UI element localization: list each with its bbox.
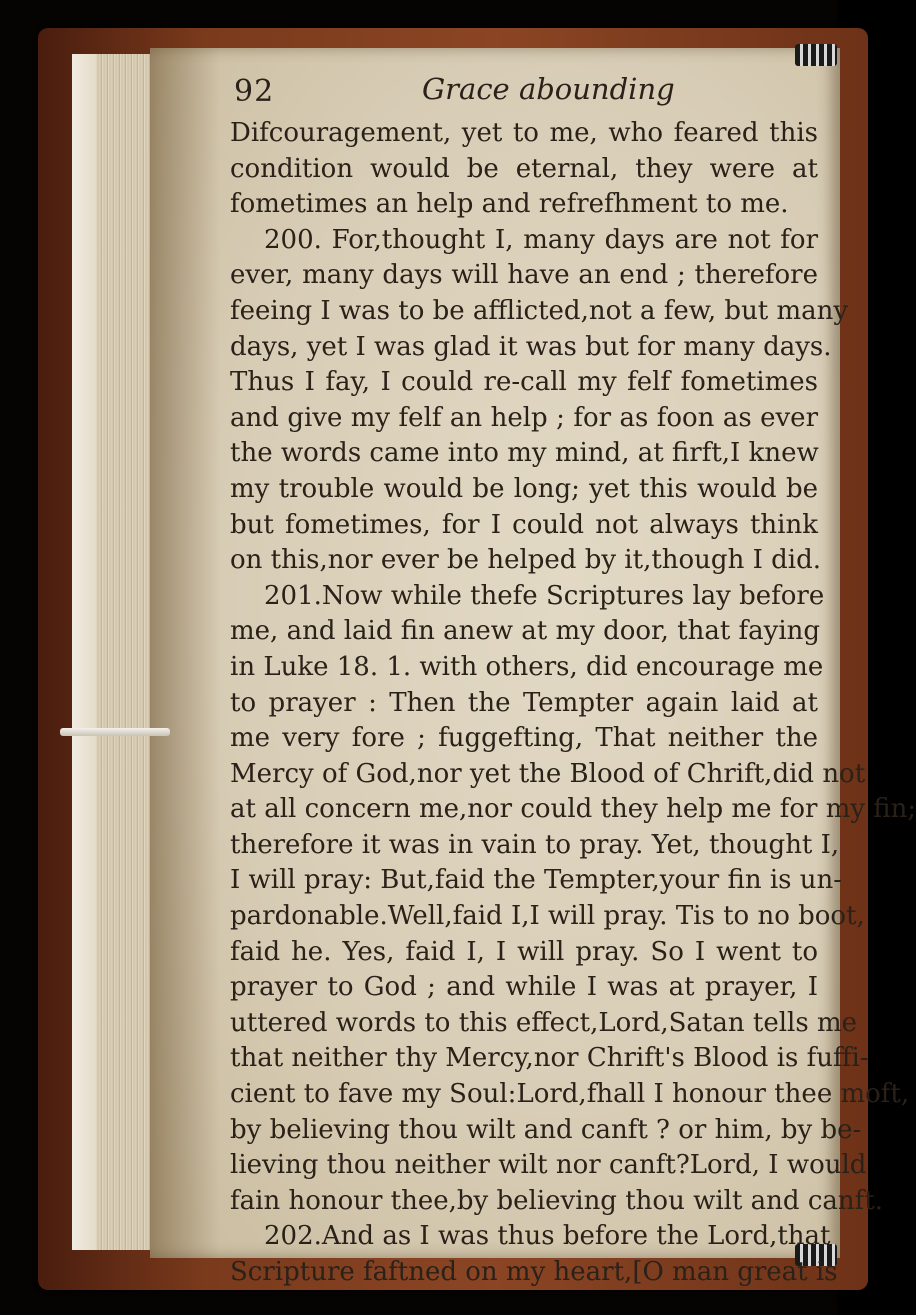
text-line: therefore it was in vain to pray. Yet, thought I,	[230, 829, 840, 860]
text-line: the words came into my mind, at firft,I knew	[230, 438, 819, 469]
text-line: pardonable.Well,faid I,I will pray. Tis to no boot,	[230, 901, 865, 932]
text-line: and give my felf an help ; for as foon as ever	[230, 402, 818, 433]
text-line: in Luke 18. 1. with others, did encourage me	[230, 651, 824, 682]
text-line: ever, many days will have an end ; therefore	[230, 260, 818, 291]
text-line: 202.And as I was thus before the Lord,that	[264, 1221, 831, 1252]
text-line: at all concern me,nor could they help me for my fin;	[230, 794, 916, 825]
text-line: to prayer : Then the Tempter again laid at	[230, 687, 818, 718]
text-line: by believing thou wilt and canft ? or him, by be-	[230, 1114, 862, 1145]
text-line: condition would be eternal, they were at	[230, 153, 818, 184]
text-line: fometimes an help and refrefhment to me.	[230, 189, 789, 220]
gutter-shadow	[150, 48, 220, 1258]
text-line: feeing I was to be afflicted,not a few, but many	[230, 295, 849, 326]
text-line: lieving thou neither wilt nor canft?Lord, I would	[230, 1150, 867, 1181]
text-line: Thus I fay, I could re-call my felf fometimes	[230, 367, 818, 398]
text-line: Mercy of God,nor yet the Blood of Chrift,did not	[230, 758, 866, 789]
text-line: faid he. Yes, faid I, I will pray. So I went to	[230, 936, 818, 967]
text-line: Difcouragement, yet to me, who feared this	[230, 118, 818, 148]
clasp-top	[795, 44, 837, 66]
text-line: that neither thy Mercy,nor Chrift's Blood is fuffi-	[230, 1043, 869, 1074]
text-line: on this,nor ever be helped by it,though I did.	[230, 545, 821, 576]
text-line: I will pray: But,faid the Tempter,your fin is un-	[230, 865, 843, 896]
text-lines	[230, 116, 916, 1291]
bookmark-thread	[60, 728, 170, 736]
text-line: me very fore ; fuggefting, That neither the	[230, 723, 818, 754]
text-line: cient to fave my Soul:Lord,fhall I honour thee moft,	[230, 1079, 910, 1110]
text-line: Scripture faftned on my heart,[O man great is	[230, 1257, 838, 1287]
text-line: uttered words to this effect,Lord,Satan tells me	[230, 1007, 857, 1038]
text-line: me, and laid fin anew at my door, that faying	[230, 616, 821, 647]
running-title: Grace abounding	[422, 72, 675, 106]
running-head	[230, 68, 830, 116]
text-line: but fometimes, for I could not always think	[230, 509, 818, 540]
flyleaf-edge	[72, 54, 96, 1250]
text-line: 200. For,thought I, many days are not for	[264, 224, 818, 255]
page-text	[230, 68, 916, 1291]
text-line: 201.Now while thefe Scriptures lay before	[264, 580, 825, 611]
text-line: my trouble would be long; yet this would be	[230, 473, 818, 504]
text-line: prayer to God ; and while I was at prayer, I	[230, 972, 818, 1003]
page-number: 92	[234, 74, 275, 109]
text-line: fain honour thee,by believing thou wilt and canft.	[230, 1185, 883, 1216]
text-line: days, yet I was glad it was but for many days.	[230, 331, 832, 362]
